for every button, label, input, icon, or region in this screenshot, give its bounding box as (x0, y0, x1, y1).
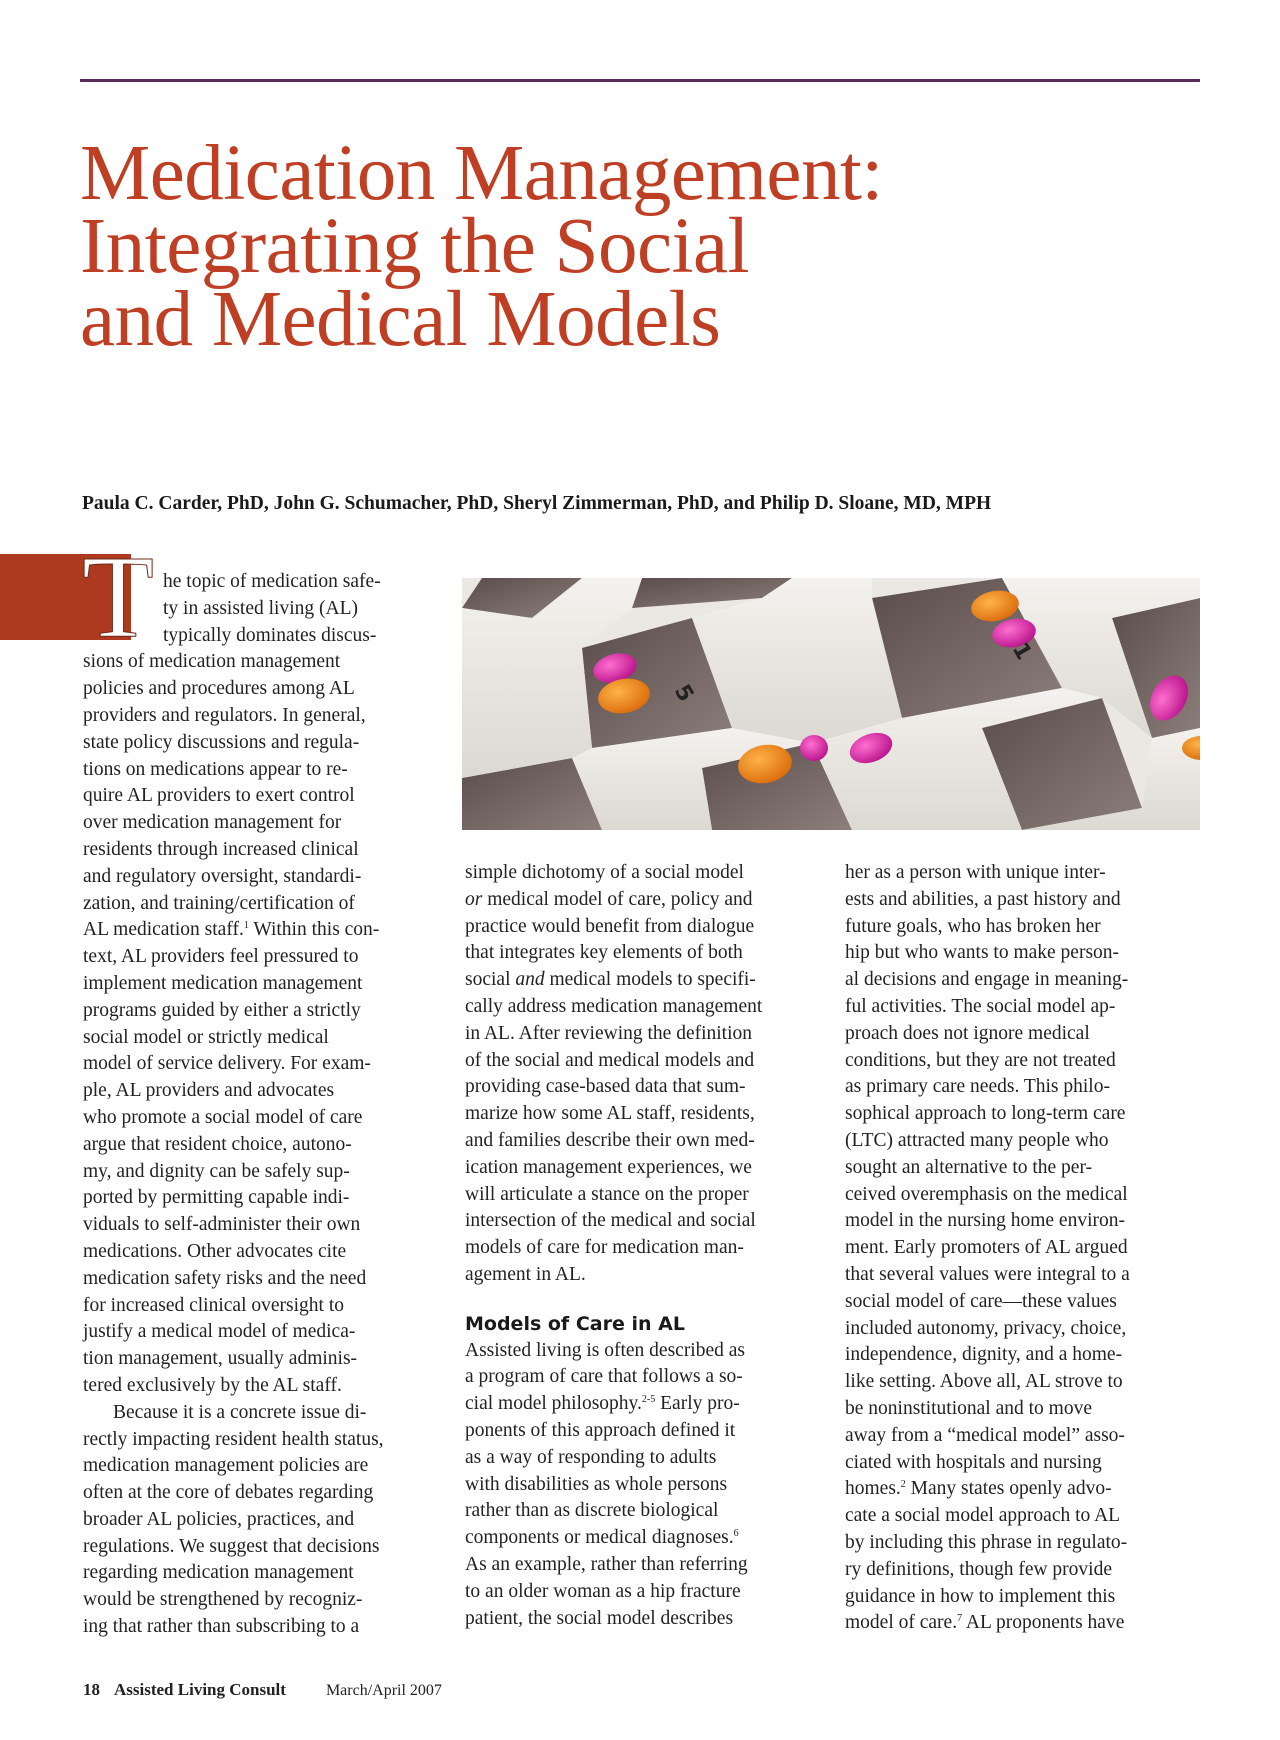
text-line: regulations. We suggest that decisions (83, 1535, 380, 1557)
text-line: with disabilities as whole persons (465, 1473, 728, 1495)
text-line: he topic of medication safe- (163, 571, 381, 592)
pill-organizer-photo (462, 578, 1200, 830)
text-line: as primary care needs. This philo- (845, 1076, 1110, 1098)
text-line: providing case-based data that sum- (465, 1076, 746, 1098)
text-line: practice would benefit from dialogue (465, 915, 755, 937)
text-line: viduals to self-administer their own (83, 1214, 361, 1236)
reference-superscript: 2-5 (641, 1394, 656, 1406)
text-line: broader AL policies, practices, and (83, 1508, 355, 1530)
text-line: over medication management for (83, 812, 342, 834)
text-line: ceived overemphasis on the medical (845, 1183, 1128, 1205)
text-line: that several values were integral to a (845, 1263, 1130, 1285)
text-line (465, 1391, 815, 1418)
text-line: ication management experiences, we (465, 1156, 752, 1178)
section-heading: Models of Care in AL (465, 1312, 685, 1335)
pill-box-label: 1 (1006, 638, 1037, 665)
text-fragment: components or medical diagnoses. (465, 1527, 734, 1549)
text-line: sions of medication management (83, 651, 341, 673)
text-line: tion management, usually adminis- (83, 1348, 358, 1370)
text-line (845, 1610, 1195, 1637)
text-line: like setting. Above all, AL strove to (845, 1371, 1123, 1393)
text-line: in AL. After reviewing the definition (465, 1022, 753, 1044)
text-line: social model of care—these values (845, 1290, 1117, 1312)
text-line: policies and procedures among AL (83, 678, 355, 700)
text-line: Because it is a concrete issue di- (113, 1401, 367, 1423)
text-line: ty in assisted living (AL) (163, 597, 358, 619)
text-line: guidance in how to implement this (845, 1585, 1116, 1607)
magazine-name: Assisted Living Consult (114, 1680, 286, 1699)
column-2 (465, 860, 815, 1632)
text-line (845, 1476, 1195, 1503)
text-fragment: Within this con- (248, 919, 380, 941)
text-line: agement in AL. (465, 1263, 586, 1285)
text-fragment: cial model philosophy. (465, 1393, 642, 1415)
text-line: (LTC) attracted many people who (845, 1129, 1109, 1151)
text-line: As an example, rather than referring (465, 1553, 748, 1575)
text-line: medication safety risks and the need (83, 1267, 367, 1289)
text-line: to an older woman as a hip fracture (465, 1580, 741, 1602)
text-line: independence, dignity, and a home- (845, 1344, 1123, 1366)
text-line: model of service delivery. For exam- (83, 1053, 371, 1075)
text-line: as a way of responding to adults (465, 1446, 717, 1468)
page-footer (83, 1680, 442, 1700)
text-line: quire AL providers to exert control (83, 785, 355, 807)
reference-superscript: 1 (243, 920, 249, 932)
reference-superscript: 2 (900, 1479, 906, 1491)
dropcap-letter: T (81, 531, 155, 662)
text-fragment: homes. (845, 1478, 901, 1500)
text-line: of the social and medical models and (465, 1049, 755, 1071)
reference-superscript: 7 (957, 1613, 963, 1625)
text-line: programs guided by either a strictly (83, 999, 361, 1021)
text-line: by including this phrase in regulato- (845, 1531, 1128, 1553)
text-line: tions on medications appear to re- (83, 758, 348, 780)
text-line: simple dichotomy of a social model (465, 862, 744, 883)
text-line: models of care for medication man- (465, 1237, 744, 1259)
text-fragment: AL proponents have (962, 1612, 1125, 1634)
text-line: and regulatory oversight, standardi- (83, 865, 362, 887)
text-line: rectly impacting resident health status, (83, 1428, 384, 1450)
emphasis: and (515, 969, 545, 991)
text-line: typically dominates discus- (163, 624, 377, 646)
text-line: Assisted living is often described as (465, 1339, 745, 1361)
text-line: justify a medical model of medica- (83, 1321, 356, 1343)
text-line: would be strengthened by recogniz- (83, 1589, 363, 1611)
text-fragment: model of care. (845, 1612, 958, 1634)
text-line: ponents of this approach defined it (465, 1419, 736, 1441)
text-line: cally address medication management (465, 995, 763, 1017)
text-line: ple, AL providers and advocates (83, 1080, 335, 1102)
text-line: tered exclusively by the AL staff. (83, 1374, 342, 1396)
text-line: included autonomy, privacy, choice, (845, 1317, 1127, 1339)
text-line: cate a social model approach to AL (845, 1505, 1121, 1527)
text-fragment: Many states openly advo- (905, 1478, 1112, 1500)
text-line: for increased clinical oversight to (83, 1294, 344, 1316)
text-line: my, and dignity can be safely sup- (83, 1160, 350, 1182)
reference-superscript: 6 (733, 1528, 739, 1540)
text-line: that integrates key elements of both (465, 942, 743, 964)
text-fragment: Early pro- (655, 1393, 740, 1415)
top-rule (80, 79, 1200, 82)
text-line: and families describe their own med- (465, 1129, 755, 1151)
title-line: Medication Management: (80, 130, 883, 217)
text-line (465, 1525, 815, 1552)
text-line: medications. Other advocates cite (83, 1240, 347, 1262)
text-line: ciated with hospitals and nursing (845, 1451, 1102, 1473)
text-line: away from a “medical model” asso- (845, 1424, 1125, 1446)
article-title (80, 130, 1210, 363)
text-line: intersection of the medical and social (465, 1210, 756, 1232)
issue-date: March/April 2007 (325, 1682, 442, 1699)
column-1 (83, 569, 433, 1641)
text-line: model in the nursing home environ- (845, 1210, 1125, 1232)
text-fragment: medical models to specifi- (549, 969, 756, 991)
text-line: argue that resident choice, autono- (83, 1133, 352, 1155)
text-line: residents through increased clinical (83, 838, 359, 860)
text-line: will articulate a stance on the proper (465, 1183, 749, 1205)
text-fragment: AL medication staff. (83, 919, 244, 941)
text-line: rather than as discrete biological (465, 1500, 719, 1522)
text-line: ing that rather than subscribing to a (83, 1616, 360, 1638)
text-fragment: medical model of care, policy and (487, 888, 753, 910)
text-line: who promote a social model of care (83, 1106, 363, 1128)
text-line: hip but who wants to make person- (845, 942, 1120, 964)
text-line: state policy discussions and regula- (83, 731, 360, 753)
text-line: implement medication management (83, 972, 363, 994)
text-line (465, 887, 815, 914)
title-line: Integrating the Social (80, 203, 750, 290)
pill-box-label: 5 (668, 680, 699, 707)
text-line: a program of care that follows a so- (465, 1366, 743, 1388)
text-line (83, 917, 433, 944)
text-line: sophical approach to long-term care (845, 1103, 1126, 1125)
emphasis: or (465, 888, 483, 910)
text-line: providers and regulators. In general, (83, 704, 366, 726)
text-line: ry definitions, though few provide (845, 1558, 1112, 1580)
text-line: her as a person with unique inter- (845, 862, 1106, 883)
text-line: often at the core of debates regarding (83, 1482, 374, 1504)
title-line: and Medical Models (80, 276, 721, 363)
text-line: future goals, who has broken her (845, 915, 1101, 937)
text-line: al decisions and engage in meaning- (845, 969, 1129, 991)
text-line: sought an alternative to the per- (845, 1156, 1093, 1178)
author-byline: Paula C. Carder, PhD, John G. Schumacher, PhD, Sheryl Zimmerman, PhD, and Philip D. Sloane, MD, MPH (82, 493, 992, 514)
text-line: medication management policies are (83, 1455, 369, 1477)
text-line: ests and abilities, a past history and (845, 888, 1121, 910)
text-line: ported by permitting capable indi- (83, 1187, 350, 1209)
text-line: ment. Early promoters of AL argued (845, 1237, 1128, 1259)
column-3 (845, 860, 1195, 1637)
text-line: text, AL providers feel pressured to (83, 946, 359, 968)
text-line: social model or strictly medical (83, 1026, 329, 1048)
text-line: marize how some AL staff, residents, (465, 1103, 755, 1125)
text-fragment: social (465, 969, 516, 991)
text-line: ful activities. The social model ap- (845, 995, 1116, 1017)
pill-organizer-illustration (462, 578, 1200, 830)
text-line: proach does not ignore medical (845, 1022, 1090, 1044)
text-line: patient, the social model describes (465, 1607, 734, 1629)
text-line (465, 967, 815, 994)
page-number: 18 (83, 1680, 100, 1699)
text-line: conditions, but they are not treated (845, 1049, 1116, 1071)
text-line: regarding medication management (83, 1562, 354, 1584)
text-line: be noninstitutional and to move (845, 1397, 1092, 1419)
text-line: zation, and training/certification of (83, 892, 355, 914)
